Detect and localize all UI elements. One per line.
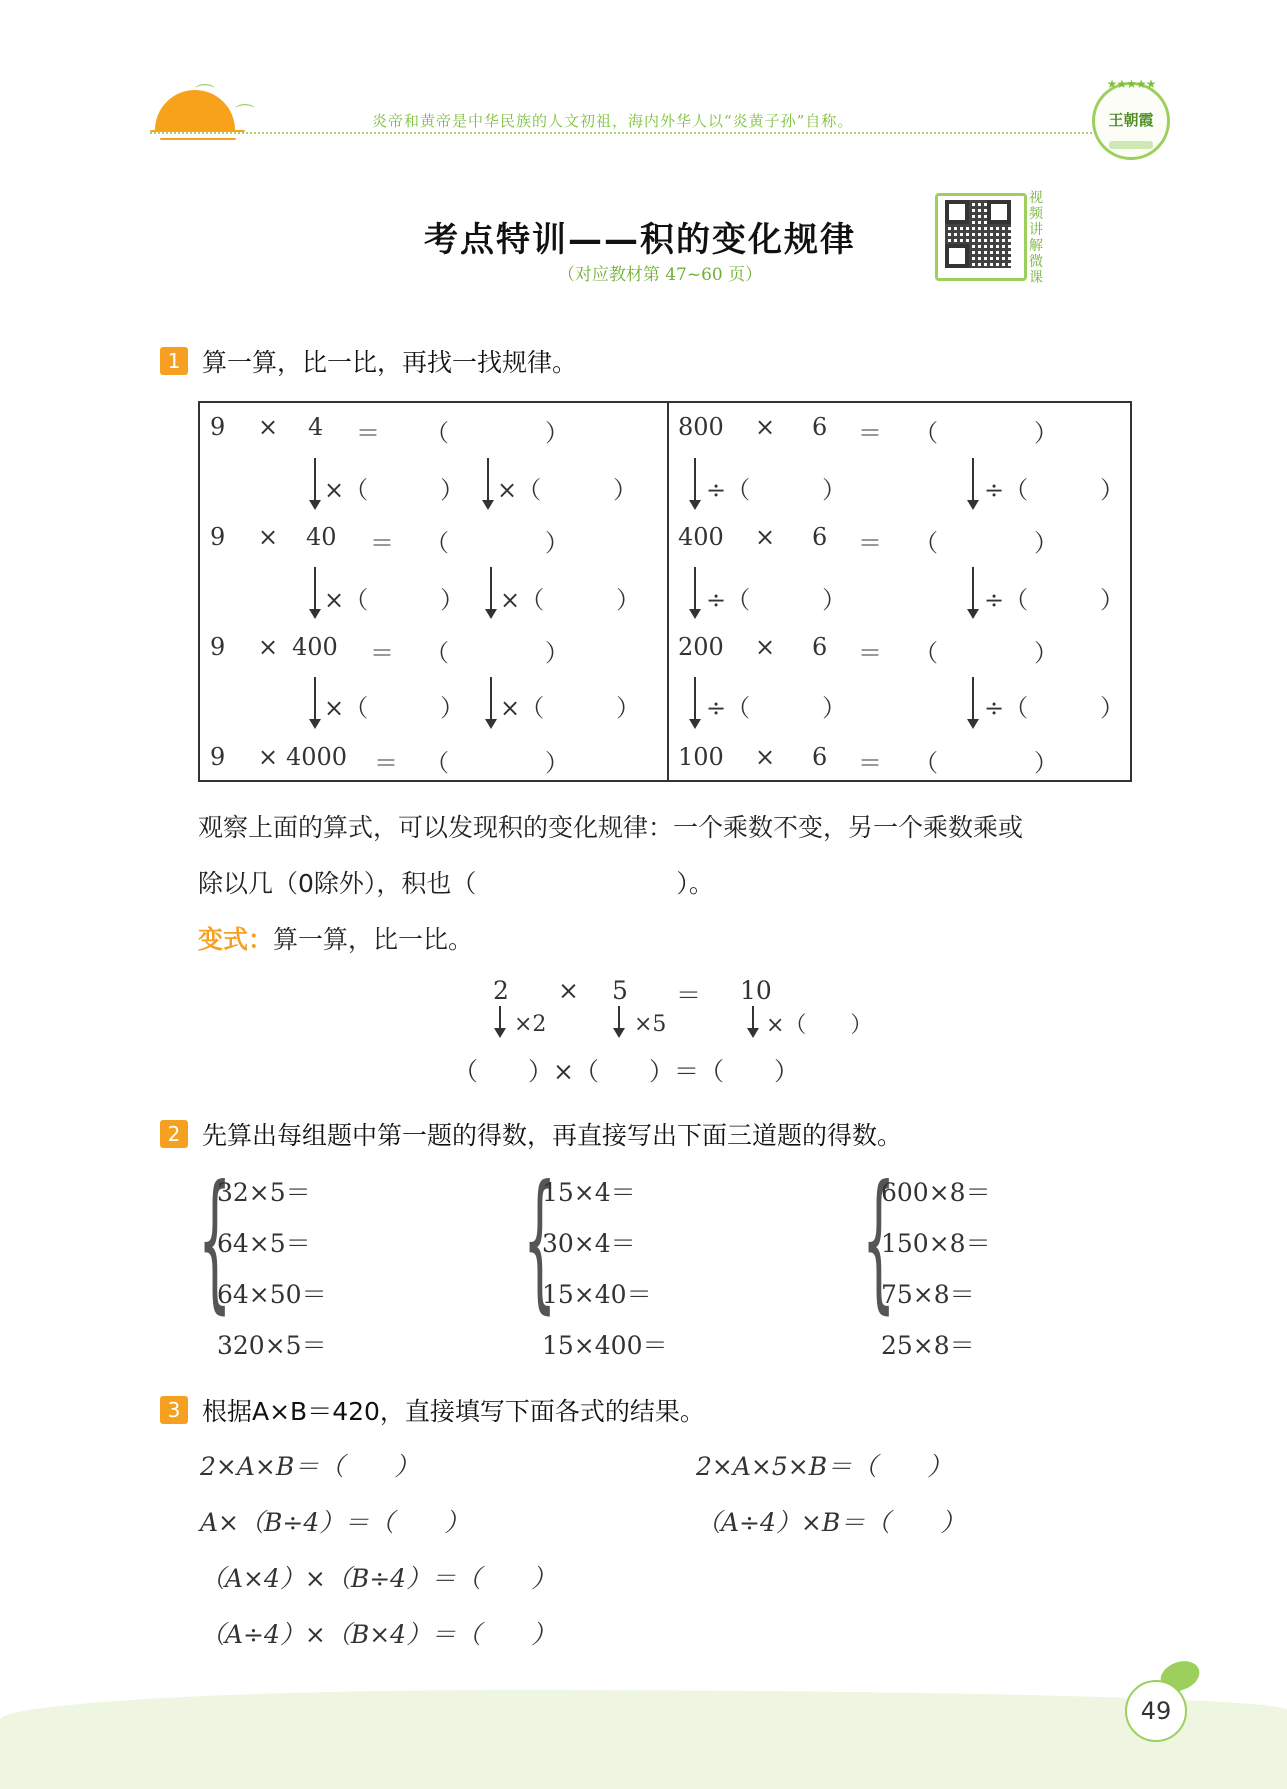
- factor: 6: [812, 413, 828, 441]
- equals: ＝: [858, 529, 882, 557]
- factor: 4: [308, 413, 324, 441]
- bird-icon: ⌒: [195, 82, 215, 106]
- equation[interactable]: A×（B÷4）＝（ ）: [200, 1508, 470, 1537]
- down-arrow-icon: [314, 458, 316, 508]
- question-text: 算一算，比一比，再找一找规律。: [202, 348, 578, 377]
- factor: 4000: [286, 743, 348, 771]
- product: 10: [740, 976, 772, 1005]
- footer-band: [0, 1690, 1287, 1789]
- variant-label: 变式：: [198, 925, 274, 954]
- equation[interactable]: 30×4＝: [542, 1229, 636, 1258]
- arrow-label[interactable]: ÷（ ）: [984, 476, 1125, 504]
- factor: 2: [493, 976, 509, 1005]
- equation[interactable]: 600×8＝: [881, 1178, 991, 1207]
- down-arrow-icon: [972, 677, 974, 727]
- arrow-label[interactable]: ×（ ）: [324, 694, 465, 722]
- factor: 40: [306, 523, 337, 551]
- operator: ×: [755, 523, 776, 551]
- factor: 800: [678, 413, 724, 441]
- down-arrow-icon: [314, 677, 316, 727]
- equals: ＝: [370, 639, 394, 667]
- arrow-label[interactable]: ÷（ ）: [984, 586, 1125, 614]
- equation[interactable]: 64×5＝: [217, 1229, 311, 1258]
- equals: ＝: [676, 981, 702, 1010]
- equation[interactable]: 32×5＝: [217, 1178, 311, 1207]
- factor: 9: [210, 743, 226, 771]
- equals: ＝: [858, 749, 882, 777]
- down-arrow-icon: [490, 677, 492, 727]
- brace-icon: {: [523, 1154, 557, 1328]
- equation[interactable]: （A×4）×（B÷4）＝（ ）: [200, 1564, 557, 1593]
- factor: 6: [812, 743, 828, 771]
- brace-icon: {: [198, 1154, 232, 1328]
- down-arrow-icon: [490, 567, 492, 617]
- answer-blank[interactable]: （ ）: [425, 639, 569, 667]
- operator: ×: [258, 633, 279, 661]
- brace-icon: {: [862, 1154, 896, 1328]
- stars-icon: ★★★★★: [1106, 77, 1156, 91]
- answer-blank[interactable]: （ ）: [425, 529, 569, 557]
- arrow-label[interactable]: ×（ ）: [324, 476, 465, 504]
- operator: ×: [558, 976, 579, 1005]
- down-arrow-icon: [752, 1006, 754, 1036]
- down-arrow-icon: [694, 567, 696, 617]
- operator: ×: [258, 743, 279, 771]
- equation[interactable]: 75×8＝: [881, 1280, 975, 1309]
- factor: 400: [678, 523, 724, 551]
- bird-icon: ⌒: [235, 102, 255, 126]
- operator: ×: [258, 413, 279, 441]
- observation-line-2[interactable]: 除以几（0除外），积也（ ）。: [198, 869, 714, 898]
- down-arrow-icon: [694, 677, 696, 727]
- equals: ＝: [858, 639, 882, 667]
- factor: 6: [812, 633, 828, 661]
- arrow-label[interactable]: ÷（ ）: [706, 694, 847, 722]
- factor: 400: [292, 633, 338, 661]
- equation[interactable]: 25×8＝: [881, 1331, 975, 1360]
- arrow-label[interactable]: ×（ ）: [324, 586, 465, 614]
- observation-line-1: 观察上面的算式，可以发现积的变化规律：一个乘数不变，另一个乘数乘或: [198, 813, 1024, 842]
- factor: 100: [678, 743, 724, 771]
- equals: ＝: [858, 419, 882, 447]
- factor: 5: [612, 976, 628, 1005]
- arrow-label[interactable]: ×（ ）: [500, 586, 641, 614]
- page-title: 考点特训——积的变化规律: [424, 220, 856, 260]
- equation[interactable]: 2×A×B＝（ ）: [200, 1452, 420, 1481]
- down-arrow-icon: [314, 567, 316, 617]
- header-motto: 炎帝和黄帝是中华民族的人文初祖，海内外华人以“炎黄子孙”自称。: [372, 112, 854, 130]
- equals: ＝: [370, 529, 394, 557]
- factor: 9: [210, 413, 226, 441]
- arrow-label[interactable]: ×（ ）: [500, 694, 641, 722]
- question-text: 先算出每组题中第一题的得数，再直接写出下面三道题的得数。: [202, 1121, 903, 1150]
- answer-blank[interactable]: （ ）: [425, 749, 569, 777]
- equation[interactable]: （A÷4）×B＝（ ）: [696, 1508, 966, 1537]
- factor: 6: [812, 523, 828, 551]
- operator: ×: [755, 633, 776, 661]
- question-number: 3: [160, 1396, 188, 1424]
- arrow-label[interactable]: ÷（ ）: [984, 694, 1125, 722]
- equation[interactable]: 64×50＝: [217, 1280, 327, 1309]
- down-arrow-icon: [487, 458, 489, 508]
- equals: ＝: [374, 749, 398, 777]
- down-arrow-icon: [499, 1006, 501, 1036]
- badge-name: 王朝霞: [1108, 111, 1154, 129]
- page-subtitle: （对应教材第 47~60 页）: [557, 265, 763, 285]
- brand-badge: [1092, 77, 1170, 160]
- equation[interactable]: 320×5＝: [217, 1331, 327, 1360]
- arrow-label[interactable]: ÷（ ）: [706, 476, 847, 504]
- answer-blank[interactable]: （ ）: [425, 419, 569, 447]
- equation[interactable]: （A÷4）×（B×4）＝（ ）: [200, 1620, 557, 1649]
- arrow-label[interactable]: ÷（ ）: [706, 586, 847, 614]
- question-number: 2: [160, 1120, 188, 1148]
- page-number: 49: [1125, 1680, 1187, 1742]
- operator: ×: [755, 413, 776, 441]
- factor: 9: [210, 633, 226, 661]
- variant-text: 算一算，比一比。: [273, 925, 474, 954]
- equation[interactable]: 15×40＝: [542, 1280, 652, 1309]
- arrow-label[interactable]: ×（ ）: [766, 1013, 873, 1038]
- equation[interactable]: 2×A×5×B＝（ ）: [696, 1452, 953, 1481]
- answer-blank[interactable]: （ ）: [914, 749, 1058, 777]
- variant-heading: [198, 920, 473, 956]
- question-text: 根据A×B＝420，直接填写下面各式的结果。: [202, 1397, 705, 1426]
- video-lesson-label: 视 频 讲 解 微 课: [1029, 190, 1043, 286]
- answer-blank[interactable]: （ ）: [914, 529, 1058, 557]
- down-arrow-icon: [618, 1006, 620, 1036]
- variant-answer-row[interactable]: （ ）×（ ）＝（ ）: [453, 1057, 799, 1086]
- equation[interactable]: 150×8＝: [881, 1229, 991, 1258]
- question-number: 1: [160, 347, 188, 375]
- qr-code-icon[interactable]: [945, 200, 1011, 268]
- equation[interactable]: 15×400＝: [542, 1331, 668, 1360]
- answer-blank[interactable]: （ ）: [914, 639, 1058, 667]
- operator: ×: [258, 523, 279, 551]
- down-arrow-icon: [972, 458, 974, 508]
- header-dotted-line: [150, 132, 1100, 134]
- arrow-label: ×2: [514, 1012, 547, 1037]
- answer-blank[interactable]: （ ）: [914, 419, 1058, 447]
- equals: ＝: [356, 419, 380, 447]
- equation[interactable]: 15×4＝: [542, 1178, 636, 1207]
- down-arrow-icon: [694, 458, 696, 508]
- down-arrow-icon: [972, 567, 974, 617]
- arrow-label[interactable]: ×（ ）: [497, 476, 638, 504]
- factor: 9: [210, 523, 226, 551]
- arrow-label: ×5: [634, 1012, 667, 1037]
- factor: 200: [678, 633, 724, 661]
- operator: ×: [755, 743, 776, 771]
